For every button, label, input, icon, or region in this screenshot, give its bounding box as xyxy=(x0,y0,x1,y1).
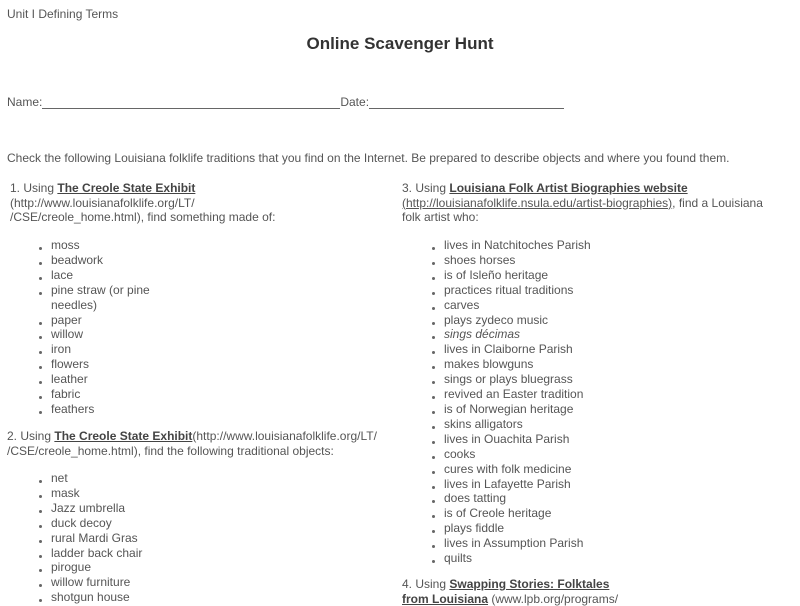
q4-prefix: 4. Using xyxy=(402,577,450,591)
list-item[interactable]: beadwork xyxy=(51,253,171,268)
list-item[interactable]: quilts xyxy=(444,551,644,566)
list-item[interactable]: skins alligators xyxy=(444,417,644,432)
list-item[interactable]: cooks xyxy=(444,447,644,462)
list-item[interactable]: willow furniture xyxy=(51,575,211,590)
date-field[interactable] xyxy=(369,96,564,109)
list-item[interactable]: lives in Claiborne Parish xyxy=(444,342,644,357)
list-item[interactable]: ladder back chair xyxy=(51,546,211,561)
list-item[interactable]: makes blowguns xyxy=(444,357,644,372)
q2-prefix: 2. Using xyxy=(7,429,55,443)
question-1 xyxy=(10,181,380,225)
list-item[interactable]: plays zydeco music xyxy=(444,313,644,328)
instructions: Check the following Louisiana folklife traditions that you find on the Internet. Be prepared to describe objects and where you found them. xyxy=(7,151,730,165)
list-item[interactable]: is of Creole heritage xyxy=(444,506,644,521)
list-item[interactable]: iron xyxy=(51,342,171,357)
list-item[interactable]: flowers xyxy=(51,357,171,372)
q1-checklist xyxy=(51,238,171,417)
q3-suffix: , find a Louisiana xyxy=(672,195,763,210)
list-item[interactable]: shotgun house xyxy=(51,590,211,605)
list-item[interactable]: shoes horses xyxy=(444,253,644,268)
list-item[interactable]: does tatting xyxy=(444,491,644,506)
question-2 xyxy=(7,429,407,458)
q4-url: (www.lpb.org/programs/ xyxy=(488,591,619,606)
list-item[interactable]: willow xyxy=(51,327,171,342)
list-item[interactable]: fabric xyxy=(51,387,171,402)
q4-link-line2[interactable]: from Louisiana xyxy=(402,591,489,606)
q4-link[interactable]: Swapping Stories: Folktales xyxy=(449,577,610,591)
list-item[interactable]: sings décimas xyxy=(444,327,644,342)
q3-line3: folk artist who: xyxy=(402,210,479,224)
list-item[interactable]: pirogue xyxy=(51,560,211,575)
name-label: Name: xyxy=(7,95,43,109)
list-item[interactable]: is of Isleño heritage xyxy=(444,268,644,283)
list-item[interactable]: duck decoy xyxy=(51,516,211,531)
list-item[interactable]: Jazz umbrella xyxy=(51,501,211,516)
question-4 xyxy=(402,577,797,606)
q2-url-line2: /CSE/creole_home.html), find the following traditional objects: xyxy=(7,443,334,458)
q3-checklist xyxy=(444,238,644,566)
page-title: Online Scavenger Hunt xyxy=(306,34,494,53)
list-item[interactable]: lives in Ouachita Parish xyxy=(444,432,644,447)
list-item[interactable]: leather xyxy=(51,372,171,387)
q1-link[interactable]: The Creole State Exhibit xyxy=(57,181,196,195)
list-item[interactable]: sings or plays bluegrass xyxy=(444,372,644,387)
q3-prefix: 3. Using xyxy=(402,181,450,195)
q1-url-line2: /CSE/creole_home.html), find something made of: xyxy=(10,210,276,224)
q2-checklist xyxy=(51,471,211,605)
q1-prefix: 1. Using xyxy=(10,181,58,195)
unit-label: Unit I Defining Terms xyxy=(7,7,119,21)
list-item[interactable]: pine straw (or pine needles) xyxy=(51,283,171,313)
list-item[interactable]: mask xyxy=(51,486,211,501)
name-field[interactable] xyxy=(42,96,340,109)
list-item[interactable]: lives in Assumption Parish xyxy=(444,536,644,551)
q2-url-line1: (http://www.louisianafolklife.org/LT/ xyxy=(192,429,377,443)
q3-url-link[interactable]: (http://louisianafolklife.nsula.edu/artist-biographies) xyxy=(402,195,673,210)
list-item[interactable]: lives in Lafayette Parish xyxy=(444,477,644,492)
name-date-row xyxy=(7,95,564,109)
list-item[interactable]: revived an Easter tradition xyxy=(444,387,644,402)
q1-url-line1: (http://www.louisianafolklife.org/LT/ xyxy=(10,195,195,210)
question-3 xyxy=(402,181,797,225)
list-item[interactable]: paper xyxy=(51,313,171,328)
list-item[interactable]: practices ritual traditions xyxy=(444,283,644,298)
list-item[interactable]: rural Mardi Gras xyxy=(51,531,211,546)
q2-link[interactable]: The Creole State Exhibit xyxy=(54,429,193,443)
list-item[interactable]: cures with folk medicine xyxy=(444,462,644,477)
list-item[interactable]: carves xyxy=(444,298,644,313)
list-item[interactable]: lives in Natchitoches Parish xyxy=(444,238,644,253)
list-item[interactable]: feathers xyxy=(51,402,171,417)
q3-link[interactable]: Louisiana Folk Artist Biographies website xyxy=(449,181,688,195)
list-item[interactable]: moss xyxy=(51,238,171,253)
list-item[interactable]: lace xyxy=(51,268,171,283)
date-label: Date: xyxy=(340,95,370,109)
list-item[interactable]: net xyxy=(51,471,211,486)
list-item[interactable]: plays fiddle xyxy=(444,521,644,536)
list-item[interactable]: is of Norwegian heritage xyxy=(444,402,644,417)
